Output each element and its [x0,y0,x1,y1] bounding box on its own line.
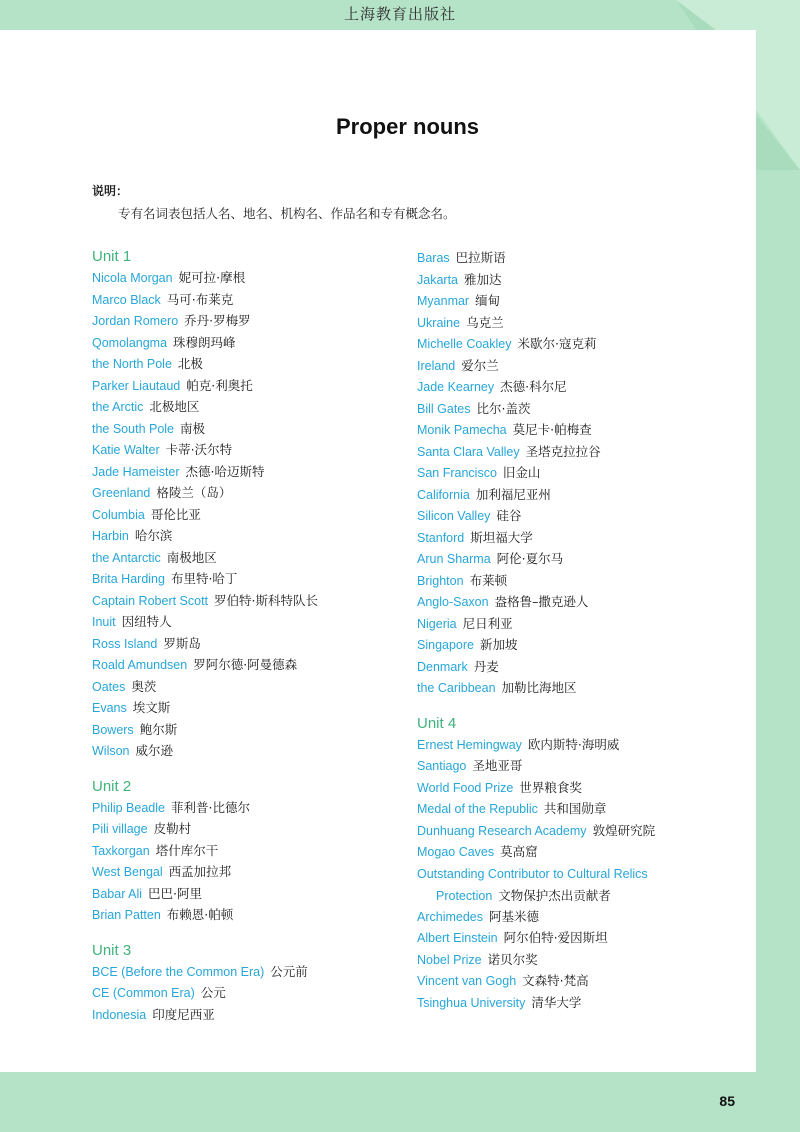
page-number: 85 [719,1093,735,1109]
entry-english: Ireland [417,358,456,373]
entry-chinese: 敦煌研究院 [592,822,656,838]
entry-english: Marco Black [92,292,161,307]
entry-english: Jade Hameister [92,464,180,479]
entry-english: Brian Patten [92,908,161,922]
unit-spacer [417,699,655,714]
entry-chinese: 西孟加拉邦 [168,864,232,879]
entry-chinese: 马可·布莱克 [166,291,234,307]
glossary-entry [417,863,655,906]
entry-chinese: 雅加达 [464,271,502,287]
entry-chinese: 乔丹·罗梅罗 [184,313,251,328]
entry-chinese: 尼日利亚 [462,615,513,631]
entry-english: Greenland [92,486,151,500]
unit-spacer [92,762,318,777]
entry-chinese: 罗阿尔德·阿曼德森 [193,657,298,672]
left-column [92,247,318,1025]
glossary-entry [417,798,655,820]
entry-english-continued: Protection [436,889,493,903]
entry-english: Outstanding Contributor to Cultural Relics [417,866,648,881]
entry-english: Bowers [92,722,134,737]
entry-english: Wilson [92,744,130,758]
glossary-entry [417,312,655,334]
glossary-entry [417,462,655,484]
entry-english: Baras [417,251,450,265]
glossary-entry [417,591,655,613]
publisher-name: 上海教育出版社 [343,5,456,23]
entry-chinese: 布莱顿 [469,572,508,588]
entry-english: Pili village [92,822,148,836]
entry-english: Columbia [92,507,145,522]
entry-chinese: 公元 [200,985,226,1000]
glossary-entry [92,633,318,655]
entry-chinese: 菲利普·比德尔 [170,799,250,815]
entry-english: Jade Kearney [417,380,495,394]
glossary-entry [417,992,655,1014]
entry-english: Albert Einstein [417,931,498,945]
entry-chinese: 缅甸 [475,293,501,308]
entry-chinese: 妮可拉·摩根 [178,270,246,285]
entry-english: Medal of the Republic [417,802,538,816]
entry-chinese: 南极 [180,420,206,436]
glossary-entry [92,353,318,375]
entry-chinese: 塔什库尔干 [155,842,219,858]
glossary-entry [92,375,318,397]
entry-chinese: 因纽特人 [121,614,172,629]
entry-english: World Food Prize [417,780,514,795]
entry-english: CE (Common Era) [92,986,195,1000]
entry-chinese: 印度尼西亚 [152,1006,215,1022]
entry-chinese: 阿伦·夏尔马 [496,551,564,566]
entry-english: Jordan Romero [92,314,179,328]
entry-english: Qomolangma [92,335,168,350]
entry-english: Dunhuang Research Academy [417,823,587,838]
entry-english: Denmark [417,659,468,674]
entry-chinese: 南极地区 [166,549,217,565]
entry-english: Myanmar [417,294,470,308]
entry-chinese: 斯坦福大学 [470,529,533,545]
entry-chinese: 诺贝尔奖 [487,951,538,967]
entry-chinese: 加利福尼亚州 [475,486,551,502]
glossary-entry [92,396,318,418]
entry-chinese: 乌克兰 [466,314,504,330]
entry-chinese: 爱尔兰 [461,357,499,373]
glossary-entry [92,418,318,440]
glossary-entry [417,527,655,549]
entry-english: Anglo-Saxon [417,595,489,609]
entry-english: Brighton [417,573,464,588]
entry-english: Michelle Coakley [417,337,512,351]
entry-english: Arun Sharma [417,552,491,566]
entry-chinese: 清华大学 [531,994,582,1010]
entry-chinese: 加勒比海地区 [501,680,577,695]
entry-chinese: 丹麦 [473,658,499,674]
entry-chinese: 北极地区 [149,399,200,414]
glossary-entry [417,777,655,799]
entry-english: Bill Gates [417,401,471,416]
entry-chinese: 帕克·利奥托 [186,377,253,393]
entry-english: Brita Harding [92,572,165,586]
entry-chinese: 共和国勋章 [543,801,607,816]
entry-english: West Bengal [92,865,163,879]
entry-chinese: 鲍尔斯 [139,721,178,737]
entry-chinese: 公元前 [270,963,308,979]
entry-english: the Caribbean [417,681,496,695]
glossary-entry [417,269,655,291]
entry-english: Ernest Hemingway [417,737,522,752]
glossary-entry [92,547,318,569]
glossary-entry [92,590,318,612]
glossary-entry [92,697,318,719]
entry-english: BCE (Before the Common Era) [92,964,265,979]
unit-heading: Unit 2 [92,777,132,795]
glossary-entry [417,570,655,592]
glossary-entry [92,961,318,983]
entry-english: San Francisco [417,466,497,480]
entry-chinese: 奥茨 [131,678,157,694]
entry-english: the Antarctic [92,550,161,565]
glossary-entry [417,290,655,312]
entry-chinese: 圣塔克拉拉谷 [525,443,601,459]
entry-chinese: 珠穆朗玛峰 [173,334,236,350]
glossary-entry [417,841,655,863]
glossary-entry [92,267,318,289]
entry-chinese: 杰德·科尔尼 [500,379,567,394]
glossary-entry [92,904,318,926]
entry-chinese: 莫尼卡·帕梅查 [512,422,592,437]
entry-english: Ukraine [417,315,461,330]
glossary-entry [92,332,318,354]
entry-chinese: 文森特·梵高 [522,973,589,988]
glossary-entry [417,441,655,463]
glossary-entry [92,1004,318,1026]
glossary-entry [417,970,655,992]
entry-chinese: 比尔·盖茨 [476,400,531,416]
glossary-entry [417,656,655,678]
glossary-entry [92,818,318,840]
glossary-entry [417,247,655,269]
entry-english: California [417,487,470,502]
entry-chinese: 埃文斯 [132,700,171,715]
glossary-entry [92,611,318,633]
entry-english: Silicon Valley [417,509,491,523]
right-column [417,247,655,1013]
entry-english: Harbin [92,529,129,543]
glossary-entry [92,883,318,905]
entry-chinese: 盎格鲁–撒克逊人 [494,594,589,609]
entry-chinese: 皮勒村 [153,821,192,836]
entry-english: Indonesia [92,1007,147,1022]
entry-chinese: 巴拉斯语 [455,250,506,265]
glossary-entry [417,355,655,377]
entry-english: Jakarta [417,272,458,287]
entry-english: Philip Beadle [92,800,165,815]
entry-chinese: 莫高窟 [500,844,538,859]
note-text: 专有名词表包括人名、地名、机构名、作品名和专有概念名。 [118,206,456,221]
entry-english: Nigeria [417,616,457,631]
entry-english: Oates [92,679,126,694]
glossary-entry [92,654,318,676]
glossary-entry [92,289,318,311]
glossary-entry [92,676,318,698]
entry-english: Stanford [417,530,465,545]
glossary-entry [417,484,655,506]
entry-english: Santiago [417,759,467,773]
glossary-entry [417,949,655,971]
entry-english: Taxkorgan [92,843,150,858]
entry-chinese: 威尔逊 [135,743,174,758]
entry-english: the South Pole [92,421,175,436]
glossary-entry [92,740,318,762]
glossary-entry [92,461,318,483]
glossary-entry [417,906,655,928]
entry-english: Evans [92,701,127,715]
entry-chinese: 米歇尔·寇克莉 [517,336,597,351]
glossary-entry [92,439,318,461]
entry-chinese: 圣地亚哥 [472,758,523,773]
glossary-entry [417,677,655,699]
glossary-entry [92,504,318,526]
glossary-entry [417,376,655,398]
unit-heading: Unit 3 [92,941,132,959]
entry-english: Katie Walter [92,443,160,457]
entry-english: Santa Clara Valley [417,444,520,459]
glossary-entry [92,797,318,819]
glossary-entry [417,548,655,570]
entry-chinese: 卡蒂·沃尔特 [165,442,233,457]
unit-spacer [92,926,318,941]
entry-english: the North Pole [92,357,172,371]
glossary-entry [417,398,655,420]
glossary-entry [417,505,655,527]
note-label: 说明： [92,184,129,198]
entry-english: Monik Pamecha [417,423,507,437]
entry-chinese: 欧内斯特·海明威 [527,736,620,752]
glossary-entry [92,982,318,1004]
entry-english: Singapore [417,638,474,652]
glossary-entry [417,634,655,656]
entry-chinese: 杰德·哈迈斯特 [185,463,265,479]
entry-english: Nobel Prize [417,952,482,967]
entry-chinese: 北极 [177,356,203,371]
entry-chinese: 格陵兰（岛） [156,485,232,500]
entry-english: Parker Liautaud [92,378,181,393]
entry-chinese: 罗斯岛 [163,635,201,651]
unit-heading: Unit 1 [92,248,132,265]
entry-english: Vincent van Gogh [417,974,517,988]
section-label: Appendices [552,37,660,58]
glossary-entry [417,734,655,756]
entry-chinese: 世界粮食奖 [519,779,582,795]
glossary-entry [417,927,655,949]
entry-chinese: 新加坡 [480,637,518,652]
entry-chinese: 硅谷 [496,508,522,523]
entry-english: Mogao Caves [417,845,495,859]
entry-english: Ross Island [92,636,158,651]
glossary-entry [417,820,655,842]
entry-chinese: 布里特·哈丁 [170,571,238,586]
glossary-entry [92,568,318,590]
page-title: Proper nouns [335,114,479,139]
entry-chinese: 阿尔伯特·爱因斯坦 [503,930,608,945]
unit-heading: Unit 4 [417,714,457,732]
entry-english: Babar Ali [92,886,143,901]
entry-english: Captain Robert Scott [92,593,209,608]
glossary-entry [417,613,655,635]
entry-english: Nicola Morgan [92,271,173,285]
entry-english: Roald Amundsen [92,658,188,672]
glossary-entry [92,861,318,883]
glossary-entry [92,482,318,504]
glossary-entry [92,525,318,547]
entry-chinese: 旧金山 [502,465,541,480]
entry-english: the Arctic [92,400,144,414]
entry-chinese: 阿基米德 [489,908,540,924]
entry-english: Archimedes [417,909,483,924]
entry-chinese: 布赖恩·帕顿 [166,907,234,922]
glossary-entry [417,419,655,441]
entry-english: Inuit [92,615,116,629]
entry-chinese: 巴巴·阿里 [148,885,203,901]
glossary-entry [92,719,318,741]
glossary-entry [417,333,655,355]
glossary-entry [92,840,318,862]
entry-chinese: 罗伯特·斯科特队长 [214,592,319,608]
entry-chinese: 哥伦比亚 [150,506,201,522]
glossary-entry [417,755,655,777]
entry-chinese: 文物保护杰出贡献者 [498,888,611,903]
entry-chinese: 哈尔滨 [134,528,173,543]
entry-english: Tsinghua University [417,995,526,1010]
glossary-entry [92,310,318,332]
